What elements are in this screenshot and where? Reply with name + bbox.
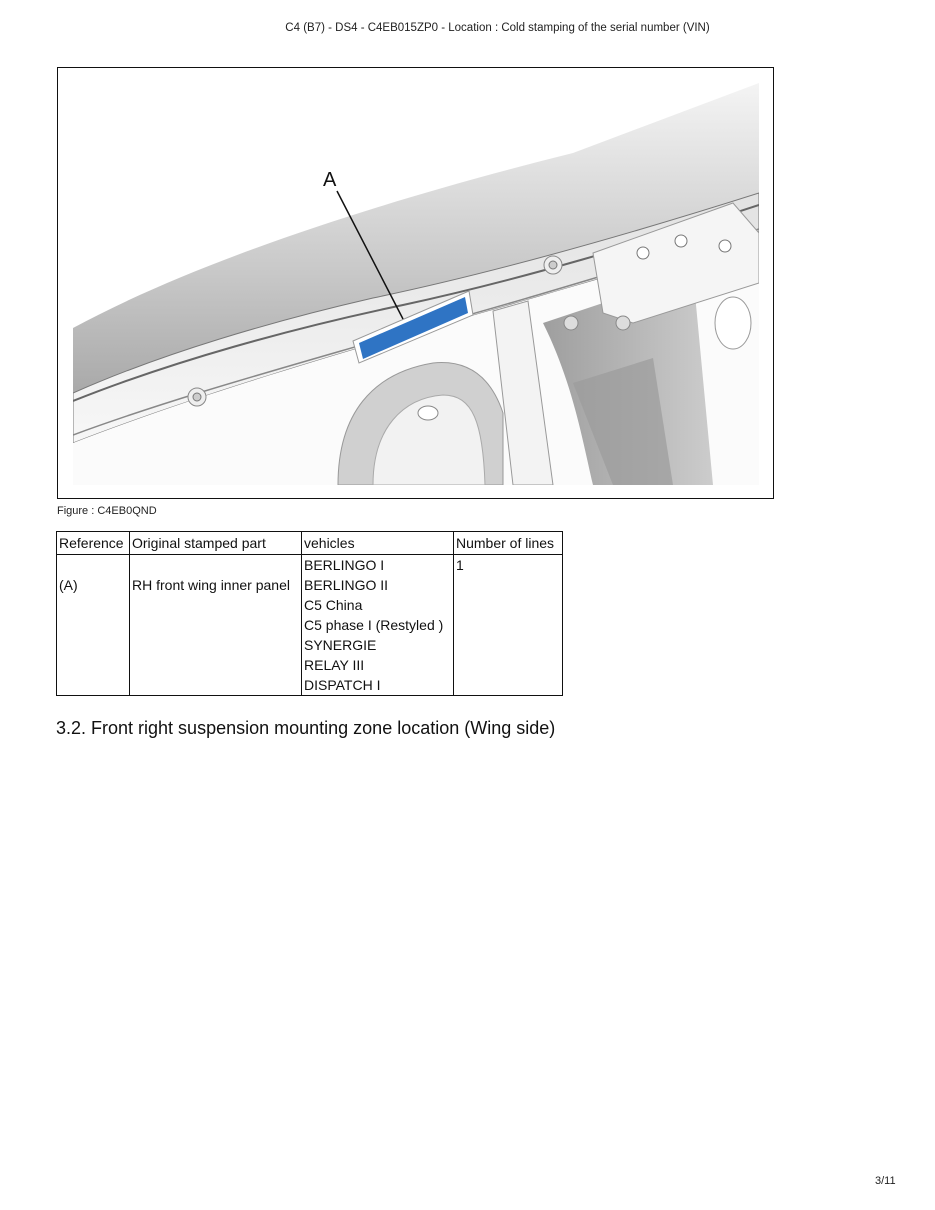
vehicle-item: C5 phase I (Restyled ) [304,617,444,633]
vehicle-item: BERLINGO I [304,557,385,573]
cell-vehicles [302,555,454,696]
figure-frame [57,67,774,499]
header-original-stamped-part: Original stamped part [130,532,302,555]
document-header-title: C4 (B7) - DS4 - C4EB015ZP0 - Location : Cold stamping of the serial number (VIN) [285,22,710,34]
header-reference: Reference [57,532,130,555]
page-number: 3/11 [875,1175,896,1187]
cell-stamped-part: RH front wing inner panel [130,555,302,696]
cell-number-of-lines: 1 [454,555,563,696]
wing-inner-panel-drawing [73,83,759,485]
vehicle-item: DISPATCH I [304,677,381,693]
vehicle-item: C5 China [304,597,363,613]
section-heading: 3.2. Front right suspension mounting zone location (Wing side) [56,718,556,738]
header-number-of-lines: Number of lines [454,532,563,555]
cell-reference: (A) [57,555,130,696]
vehicle-item: RELAY III [304,657,365,673]
vehicle-body-illustration [73,83,759,485]
table-header-row [57,532,563,555]
figure-caption: Figure : C4EB0QND [57,505,157,517]
header-vehicles: vehicles [302,532,454,555]
callout-label-a: A [323,169,337,191]
vehicle-item: BERLINGO II [304,577,389,593]
vehicle-item: SYNERGIE [304,637,377,653]
stamping-reference-table [56,531,563,696]
table-row [57,555,563,696]
